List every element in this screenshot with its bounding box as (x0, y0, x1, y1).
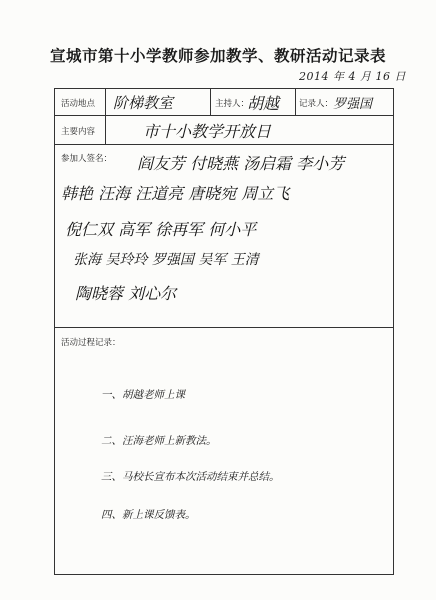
column-divider (295, 89, 296, 115)
row-divider (55, 144, 393, 145)
process-step: 二、汪海老师上新教法。 (101, 435, 217, 447)
recorder-value: 罗强国 (333, 97, 373, 112)
content-label: 主要内容 (61, 127, 96, 137)
participants-row: 张海 吴玲玲 罗强国 吴军 王清 (73, 252, 259, 268)
location-value: 阶梯教室 (113, 94, 174, 112)
document-title: 宣城市第十小学教师参加教学、教研活动记录表 (49, 47, 386, 65)
participants-label: 参加人签名： (61, 154, 113, 164)
participants-row: 陶晓蓉 刘心尔 (75, 284, 177, 303)
column-divider (210, 89, 211, 115)
participants-row: 倪仁双 高军 徐再军 何小平 (65, 220, 257, 239)
host-value: 胡越 (247, 94, 280, 113)
content-value: 市十小教学开放日 (143, 122, 272, 141)
participants-row: 阎友芳 付晓燕 汤启霜 李小芳 (137, 154, 345, 173)
record-table (54, 88, 394, 575)
location-label: 活动地点 (61, 99, 96, 109)
process-step: 四、新上课反馈表。 (101, 509, 196, 521)
recorder-label: 记录人： (299, 99, 334, 109)
process-step: 一、胡越老师上课 (101, 389, 185, 401)
process-step: 三、马校长宣布本次活动结束并总结。 (101, 471, 280, 483)
column-divider (105, 89, 106, 144)
document-date: 2014 年 4 月 16 日 (299, 70, 406, 83)
process-label: 活动过程记录： (61, 338, 121, 348)
participants-row: 韩艳 汪海 汪道亮 唐晓宛 周立飞 (61, 184, 290, 203)
host-label: 主持人： (215, 99, 250, 109)
row-divider (55, 327, 393, 328)
